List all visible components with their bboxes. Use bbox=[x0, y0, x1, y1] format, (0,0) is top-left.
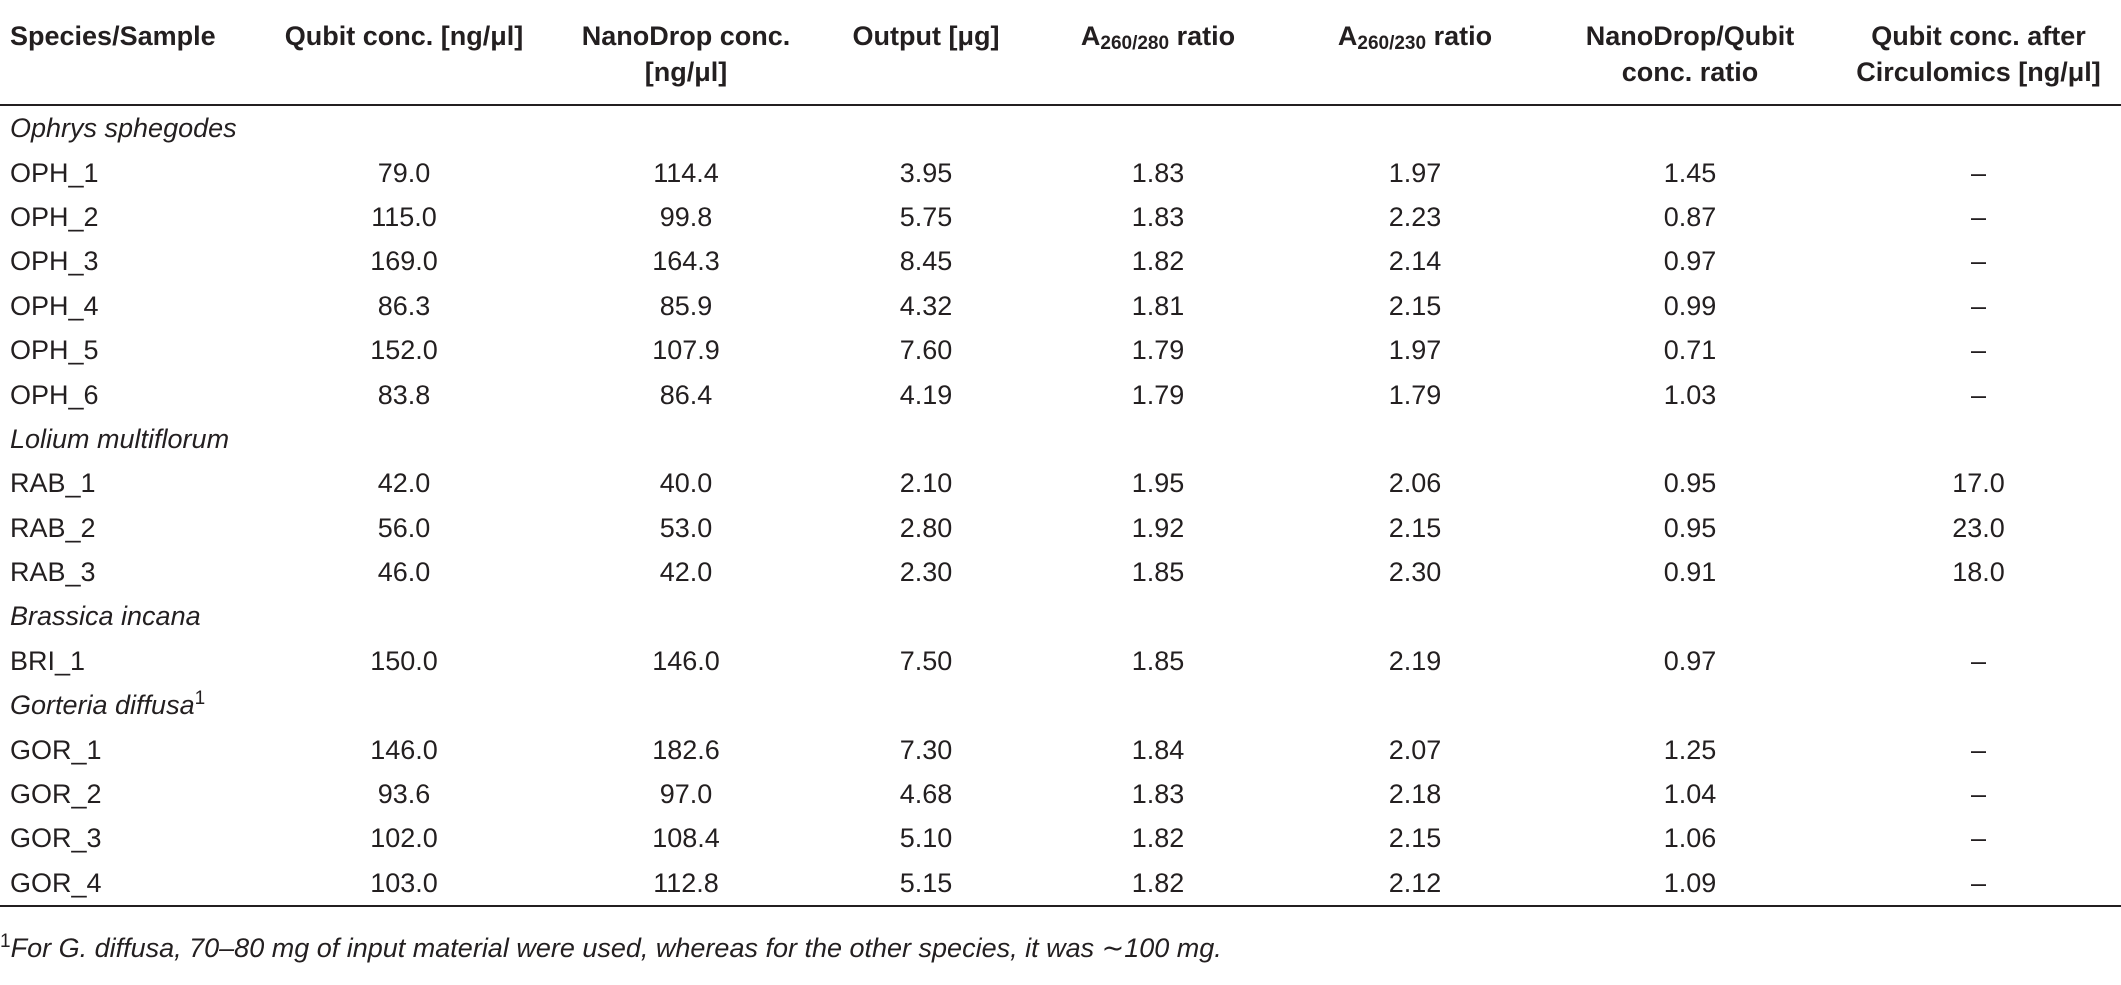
cell-after: – bbox=[1970, 379, 1987, 410]
cell-a280: 1.84 bbox=[1131, 734, 1185, 765]
cell-a280: 1.81 bbox=[1131, 290, 1185, 321]
cell-after: – bbox=[1970, 335, 1987, 366]
cell-output: 7.60 bbox=[899, 335, 953, 366]
table-body bbox=[0, 105, 2121, 906]
table-row bbox=[0, 328, 2121, 372]
cell-output: 5.10 bbox=[899, 823, 953, 854]
cell-a280: 1.79 bbox=[1131, 379, 1185, 410]
cell-a230: 2.30 bbox=[1388, 557, 1442, 588]
header-after-line1: Qubit conc. after bbox=[1871, 21, 2086, 51]
header-a260-230-base: A bbox=[1337, 21, 1358, 51]
header-after-line2: Circulomics [ng/μl] bbox=[1856, 57, 2101, 87]
cell-output: 5.15 bbox=[822, 861, 1030, 906]
cell-nanodrop: 99.8 bbox=[659, 201, 713, 232]
header-a260-230 bbox=[1286, 0, 1544, 105]
cell-after: – bbox=[1970, 246, 1987, 277]
cell-nanodrop: 86.4 bbox=[659, 379, 713, 410]
cell-qubit: 86.3 bbox=[377, 290, 431, 321]
table-header bbox=[0, 0, 2121, 105]
table-row bbox=[0, 372, 2121, 416]
species-group-row bbox=[0, 683, 2121, 727]
cell-a280: 1.79 bbox=[1131, 335, 1185, 366]
table-row bbox=[0, 772, 2121, 816]
cell-nanodrop: 53.0 bbox=[659, 512, 713, 543]
cell-a280: 1.85 bbox=[1131, 557, 1185, 588]
cell-a230: 2.06 bbox=[1388, 468, 1442, 499]
header-output bbox=[822, 0, 1030, 105]
cell-output: 2.30 bbox=[899, 557, 953, 588]
header-nanodrop-line1: NanoDrop conc. bbox=[581, 21, 791, 51]
cell-qubit: 83.8 bbox=[377, 379, 431, 410]
cell-a230: 2.15 bbox=[1388, 290, 1442, 321]
cell-nanodrop: 146.0 bbox=[652, 645, 720, 676]
cell-a230: 2.07 bbox=[1388, 734, 1442, 765]
species-group-row bbox=[0, 417, 2121, 461]
cell-sample: OPH_4 bbox=[10, 290, 99, 321]
cell-output: 2.10 bbox=[899, 468, 953, 499]
cell-a230: 2.18 bbox=[1388, 779, 1442, 810]
cell-sample: OPH_2 bbox=[10, 201, 99, 232]
cell-sample: OPH_1 bbox=[10, 157, 99, 188]
cell-qubit: 46.0 bbox=[377, 557, 431, 588]
species-name: Ophrys sphegodes bbox=[10, 113, 237, 144]
cell-nanodrop: 85.9 bbox=[659, 290, 713, 321]
cell-after: 18.0 bbox=[1952, 557, 2005, 588]
cell-qubit: 146.0 bbox=[370, 734, 438, 765]
cell-a280: 1.85 bbox=[1131, 645, 1185, 676]
cell-a280: 1.83 bbox=[1131, 779, 1185, 810]
cell-a230: 1.97 bbox=[1388, 157, 1442, 188]
cell-ratio: 0.87 bbox=[1663, 201, 1717, 232]
cell-a280: 1.82 bbox=[1131, 823, 1185, 854]
cell-output: 7.30 bbox=[899, 734, 953, 765]
table-footnote bbox=[0, 930, 1222, 966]
cell-ratio: 1.03 bbox=[1663, 379, 1717, 410]
cell-nanodrop: 42.0 bbox=[659, 557, 713, 588]
table-row bbox=[0, 639, 2121, 683]
cell-qubit: 169.0 bbox=[370, 246, 438, 277]
species-name-cell bbox=[0, 105, 2121, 150]
cell-qubit: 79.0 bbox=[377, 157, 431, 188]
cell-ratio: 1.45 bbox=[1663, 157, 1717, 188]
header-a260-230-tail: ratio bbox=[1426, 21, 1493, 51]
cell-ratio: 0.97 bbox=[1663, 645, 1717, 676]
species-name-cell bbox=[0, 417, 2121, 461]
cell-after: – bbox=[1970, 157, 1987, 188]
cell-qubit: 56.0 bbox=[377, 512, 431, 543]
table-row bbox=[0, 506, 2121, 550]
species-name: Brassica incana bbox=[10, 601, 201, 632]
species-name-cell bbox=[0, 594, 2121, 638]
table-row bbox=[0, 461, 2121, 505]
species-name-cell bbox=[0, 683, 2121, 727]
header-output-label: Output [μg] bbox=[852, 21, 1000, 51]
header-nanodrop bbox=[550, 0, 822, 105]
header-nanodrop-line2: [ng/μl] bbox=[644, 57, 728, 87]
table-row bbox=[0, 816, 2121, 860]
cell-sample: RAB_2 bbox=[10, 512, 96, 543]
cell-a280: 1.92 bbox=[1131, 512, 1185, 543]
cell-a280: 1.83 bbox=[1131, 157, 1185, 188]
cell-output: 5.75 bbox=[899, 201, 953, 232]
cell-sample: OPH_5 bbox=[10, 335, 99, 366]
cell-a280: 1.83 bbox=[1131, 201, 1185, 232]
cell-after: – bbox=[1836, 861, 2121, 906]
cell-sample: GOR_4 bbox=[0, 861, 258, 906]
cell-qubit: 102.0 bbox=[370, 823, 438, 854]
cell-output: 7.50 bbox=[899, 645, 953, 676]
cell-a280: 1.95 bbox=[1131, 468, 1185, 499]
header-species-label: Species/Sample bbox=[10, 21, 216, 51]
cell-sample: GOR_1 bbox=[10, 734, 102, 765]
cell-sample: GOR_2 bbox=[10, 779, 102, 810]
cell-a280: 1.82 bbox=[1131, 246, 1185, 277]
cell-nanodrop: 40.0 bbox=[659, 468, 713, 499]
cell-sample: RAB_1 bbox=[10, 468, 96, 499]
header-row bbox=[0, 0, 2121, 105]
cell-sample: RAB_3 bbox=[10, 557, 96, 588]
cell-nanodrop: 107.9 bbox=[652, 335, 720, 366]
header-species bbox=[0, 0, 258, 105]
cell-a280: 1.82 bbox=[1030, 861, 1286, 906]
species-group-row bbox=[0, 105, 2121, 150]
cell-ratio: 0.95 bbox=[1663, 468, 1717, 499]
cell-ratio: 0.95 bbox=[1663, 512, 1717, 543]
cell-qubit: 42.0 bbox=[377, 468, 431, 499]
header-after-circulomics bbox=[1836, 0, 2121, 105]
cell-output: 4.19 bbox=[899, 379, 953, 410]
cell-sample: OPH_3 bbox=[10, 246, 99, 277]
cell-ratio: 0.97 bbox=[1663, 246, 1717, 277]
cell-after: – bbox=[1970, 290, 1987, 321]
cell-after: 17.0 bbox=[1952, 468, 2005, 499]
header-qubit-label: Qubit conc. [ng/μl] bbox=[284, 21, 524, 51]
cell-output: 4.32 bbox=[899, 290, 953, 321]
cell-nanodrop: 114.4 bbox=[653, 157, 719, 188]
cell-after: – bbox=[1970, 645, 1987, 676]
header-a260-280-base: A bbox=[1080, 21, 1101, 51]
cell-sample: BRI_1 bbox=[10, 645, 86, 676]
cell-a230: 2.23 bbox=[1388, 201, 1442, 232]
header-a260-280-tail: ratio bbox=[1169, 21, 1236, 51]
header-ratio-line1: NanoDrop/Qubit bbox=[1585, 21, 1795, 51]
cell-after: – bbox=[1970, 779, 1987, 810]
cell-nanodrop: 164.3 bbox=[652, 246, 720, 277]
header-a260-280 bbox=[1030, 0, 1286, 105]
cell-nanodrop: 112.8 bbox=[550, 861, 822, 906]
cell-nanodrop: 97.0 bbox=[659, 779, 713, 810]
cell-qubit: 115.0 bbox=[371, 201, 437, 232]
cell-nanodrop: 182.6 bbox=[652, 734, 720, 765]
cell-a230: 2.15 bbox=[1388, 823, 1442, 854]
table-row bbox=[0, 550, 2121, 594]
header-a260-280-sub: 260/280 bbox=[1100, 33, 1170, 54]
table-row bbox=[0, 284, 2121, 328]
cell-a230: 2.14 bbox=[1388, 246, 1442, 277]
species-footnote-mark: 1 bbox=[194, 688, 206, 710]
cell-output: 4.68 bbox=[899, 779, 953, 810]
footnote-mark: 1 bbox=[0, 931, 11, 952]
cell-ratio: 0.71 bbox=[1663, 335, 1717, 366]
cell-a230: 2.12 bbox=[1286, 861, 1544, 906]
species-group-row bbox=[0, 594, 2121, 638]
table-row bbox=[0, 195, 2121, 239]
cell-nanodrop: 108.4 bbox=[652, 823, 720, 854]
cell-after: – bbox=[1970, 734, 1987, 765]
cell-qubit: 152.0 bbox=[370, 335, 438, 366]
header-a260-230-sub: 260/230 bbox=[1357, 33, 1427, 54]
cell-ratio: 1.25 bbox=[1663, 734, 1717, 765]
cell-a230: 2.19 bbox=[1388, 645, 1442, 676]
cell-a230: 1.79 bbox=[1388, 379, 1442, 410]
table-row bbox=[0, 150, 2121, 194]
cell-output: 8.45 bbox=[899, 246, 953, 277]
cell-sample: OPH_6 bbox=[10, 379, 99, 410]
header-ratio-line2: conc. ratio bbox=[1621, 57, 1759, 87]
species-name: Lolium multiflorum bbox=[10, 423, 230, 454]
cell-sample: GOR_3 bbox=[10, 823, 102, 854]
cell-after: 23.0 bbox=[1952, 512, 2005, 543]
cell-ratio: 0.91 bbox=[1663, 557, 1717, 588]
cell-ratio: 0.99 bbox=[1663, 290, 1717, 321]
header-ratio bbox=[1544, 0, 1836, 105]
cell-after: – bbox=[1970, 823, 1987, 854]
footnote-text: For G. diffusa, 70–80 mg of input material were used, whereas for the other species, it was ∼100 mg. bbox=[10, 933, 1222, 963]
table-row bbox=[0, 727, 2121, 771]
cell-qubit: 103.0 bbox=[258, 861, 550, 906]
cell-ratio: 1.06 bbox=[1663, 823, 1717, 854]
cell-output: 3.95 bbox=[899, 157, 953, 188]
cell-a230: 1.97 bbox=[1388, 335, 1442, 366]
cell-ratio: 1.09 bbox=[1544, 861, 1836, 906]
cell-after: – bbox=[1970, 201, 1987, 232]
species-name: Gorteria diffusa bbox=[10, 690, 195, 721]
cell-a230: 2.15 bbox=[1388, 512, 1442, 543]
cell-qubit: 150.0 bbox=[370, 645, 438, 676]
table-row bbox=[0, 239, 2121, 283]
table-row bbox=[0, 861, 2121, 906]
cell-ratio: 1.04 bbox=[1663, 779, 1717, 810]
cell-qubit: 93.6 bbox=[377, 779, 431, 810]
header-qubit bbox=[258, 0, 550, 105]
cell-output: 2.80 bbox=[899, 512, 953, 543]
